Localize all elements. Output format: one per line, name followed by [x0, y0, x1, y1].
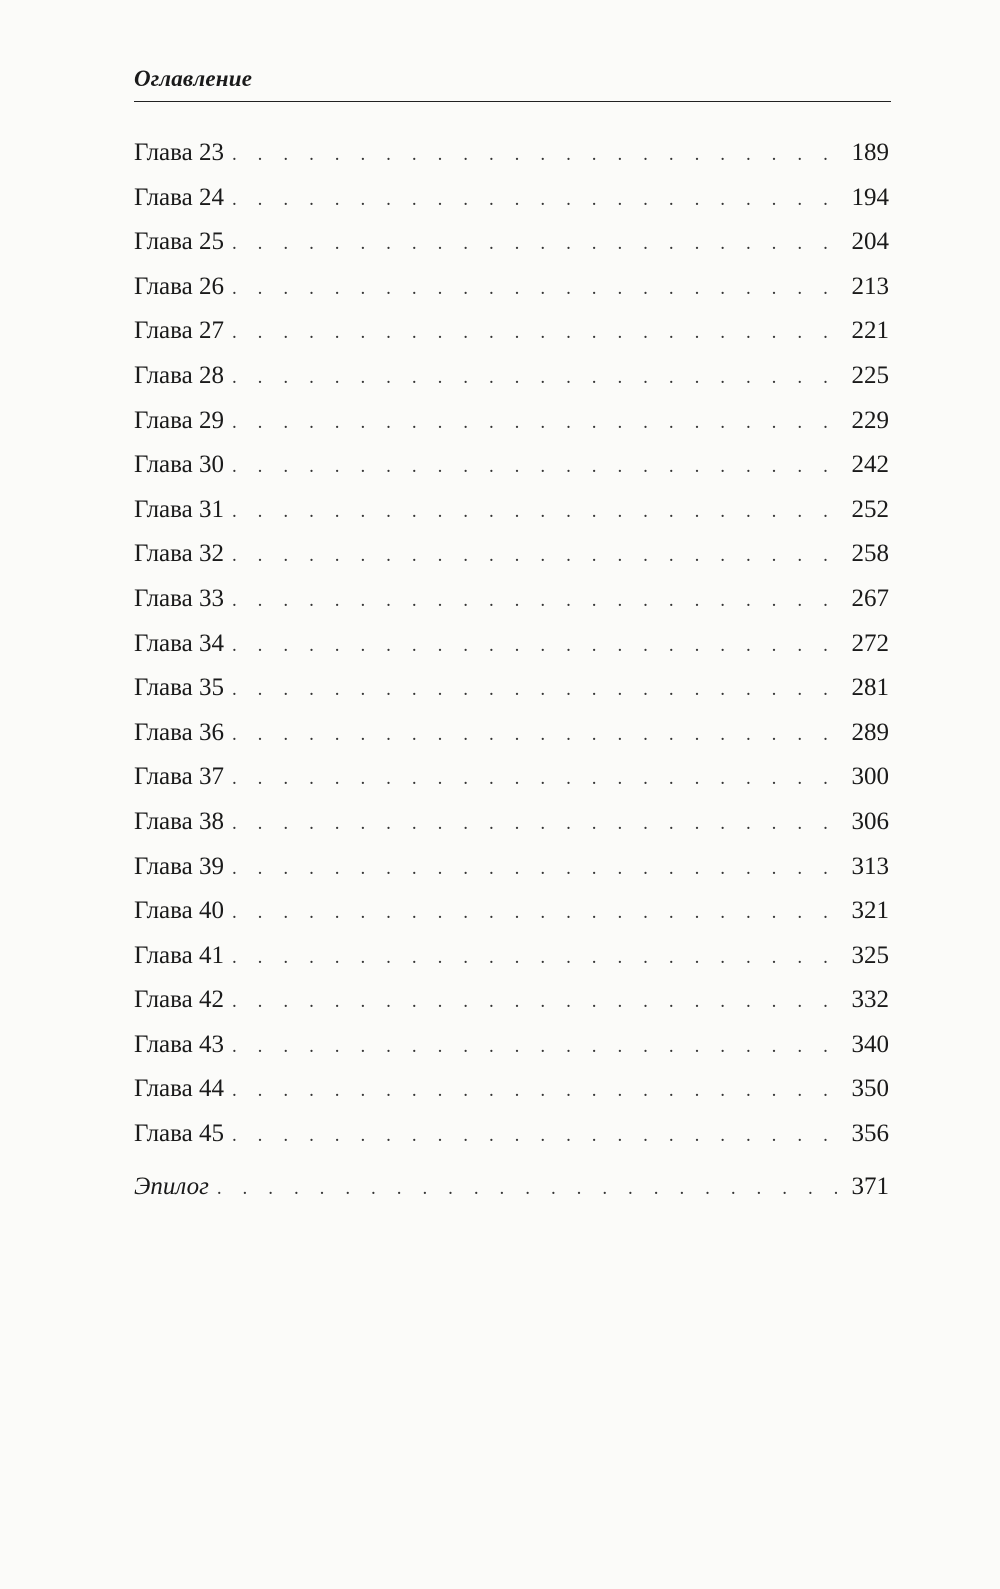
toc-entry-page-number: 340	[851, 1030, 889, 1058]
toc-entry-chapter-43	[134, 1031, 889, 1076]
dot-leader	[232, 367, 837, 389]
dot-leader	[232, 947, 837, 969]
toc-entry-page-number: 281	[851, 674, 889, 702]
dot-leader	[232, 813, 837, 835]
toc-entry-label: Глава 37	[134, 763, 224, 791]
toc-entry-page-number: 189	[851, 139, 889, 166]
toc-entry-page-number: 225	[851, 361, 889, 389]
dot-leader	[232, 144, 837, 166]
toc-entry-page-number: 267	[851, 584, 889, 612]
running-head-title: Оглавление	[134, 66, 253, 91]
toc-entry-label: Глава 41	[134, 941, 224, 969]
toc-entry-page-number: 332	[851, 986, 889, 1014]
toc-entry-page-number: 350	[851, 1075, 889, 1103]
toc-entry-label: Глава 33	[134, 584, 224, 612]
toc-entry-label: Глава 30	[134, 451, 224, 479]
toc-entry-page-number: 356	[851, 1120, 889, 1148]
toc-entry-label: Глава 38	[134, 807, 224, 835]
toc-entry-chapter-24	[134, 184, 889, 229]
toc-entry-label: Глава 25	[134, 228, 224, 256]
toc-entry-label: Глава 28	[134, 361, 224, 389]
dot-leader	[232, 456, 837, 478]
toc-entry-label: Глава 31	[134, 495, 224, 523]
toc-entry-page-number: 306	[851, 807, 889, 835]
toc-entry-chapter-37	[134, 763, 889, 808]
toc-entry-label: Глава 26	[134, 272, 224, 300]
toc-entry-label: Глава 36	[134, 718, 224, 746]
toc-entry-label: Глава 35	[134, 674, 224, 702]
toc-entry-chapter-35	[134, 674, 889, 719]
dot-leader	[232, 278, 837, 300]
toc-entry-label: Глава 43	[134, 1030, 224, 1058]
toc-entry-page-number: 313	[851, 852, 889, 880]
toc-entry-label: Глава 40	[134, 897, 224, 925]
dot-leader	[232, 1125, 837, 1147]
dot-leader	[232, 858, 837, 880]
dot-leader	[232, 233, 837, 255]
toc-entry-chapter-25	[134, 228, 889, 273]
toc-entry-chapter-40	[134, 897, 889, 942]
toc-entry-page-number: 300	[851, 763, 889, 791]
toc-entry-chapter-32	[134, 540, 889, 585]
toc-entry-page-number: 252	[851, 495, 889, 523]
dot-leader	[232, 545, 837, 567]
toc-entry-page-number: 258	[851, 540, 889, 568]
dot-leader	[232, 768, 837, 790]
toc-entry-chapter-23	[134, 139, 889, 184]
toc-entry-page-number: 194	[851, 183, 889, 211]
toc-entry-chapter-36	[134, 719, 889, 764]
toc-entry-chapter-39	[134, 853, 889, 898]
toc-entry-epilogue	[134, 1173, 889, 1218]
dot-leader	[232, 991, 837, 1013]
toc-entry-chapter-34	[134, 630, 889, 675]
header-rule	[134, 101, 891, 102]
toc-entry-label: Глава 24	[134, 183, 224, 211]
toc-entry-chapter-27	[134, 317, 889, 362]
dot-leader	[232, 679, 837, 701]
toc-entry-chapter-30	[134, 451, 889, 496]
toc-entry-page-number: 229	[851, 406, 889, 434]
dot-leader	[232, 412, 837, 434]
toc-entry-chapter-28	[134, 362, 889, 407]
toc-entry-label: Глава 34	[134, 629, 224, 657]
toc-entry-chapter-41	[134, 942, 889, 987]
dot-leader	[217, 1178, 837, 1200]
toc-entry-page-number: 213	[851, 272, 889, 300]
dot-leader	[232, 501, 837, 523]
toc-entry-chapter-33	[134, 585, 889, 630]
dot-leader	[232, 635, 837, 657]
toc-entry-chapter-31	[134, 496, 889, 541]
toc-entry-label: Глава 45	[134, 1120, 224, 1148]
toc-entry-page-number: 242	[851, 451, 889, 479]
toc-entry-page-number: 289	[851, 718, 889, 746]
dot-leader	[232, 902, 837, 924]
toc-entry-label: Эпилог	[134, 1172, 209, 1200]
toc-entry-page-number: 325	[851, 941, 889, 969]
toc-entry-label: Глава 42	[134, 986, 224, 1014]
dot-leader	[232, 1080, 837, 1102]
toc-entry-label: Глава 29	[134, 406, 224, 434]
toc-entry-page-number: 371	[851, 1172, 889, 1200]
toc-entry-chapter-45	[134, 1120, 889, 1165]
toc-entry-chapter-44	[134, 1075, 889, 1120]
toc-entry-chapter-29	[134, 407, 889, 452]
toc-entry-label: Глава 32	[134, 540, 224, 568]
toc-entry-label: Глава 44	[134, 1075, 224, 1103]
toc-entry-chapter-26	[134, 273, 889, 318]
dot-leader	[232, 1036, 837, 1058]
toc-entry-page-number: 221	[851, 317, 889, 345]
toc-entry-label: Глава 39	[134, 852, 224, 880]
dot-leader	[232, 724, 837, 746]
dot-leader	[232, 189, 837, 211]
table-of-contents	[134, 139, 889, 1217]
dot-leader	[232, 322, 837, 344]
toc-entry-label: Глава 23	[134, 139, 224, 166]
toc-entry-page-number: 204	[851, 228, 889, 256]
toc-entry-page-number: 272	[851, 629, 889, 657]
dot-leader	[232, 590, 837, 612]
toc-entry-label: Глава 27	[134, 317, 224, 345]
toc-entry-chapter-38	[134, 808, 889, 853]
toc-entry-chapter-42	[134, 986, 889, 1031]
toc-entry-page-number: 321	[851, 897, 889, 925]
